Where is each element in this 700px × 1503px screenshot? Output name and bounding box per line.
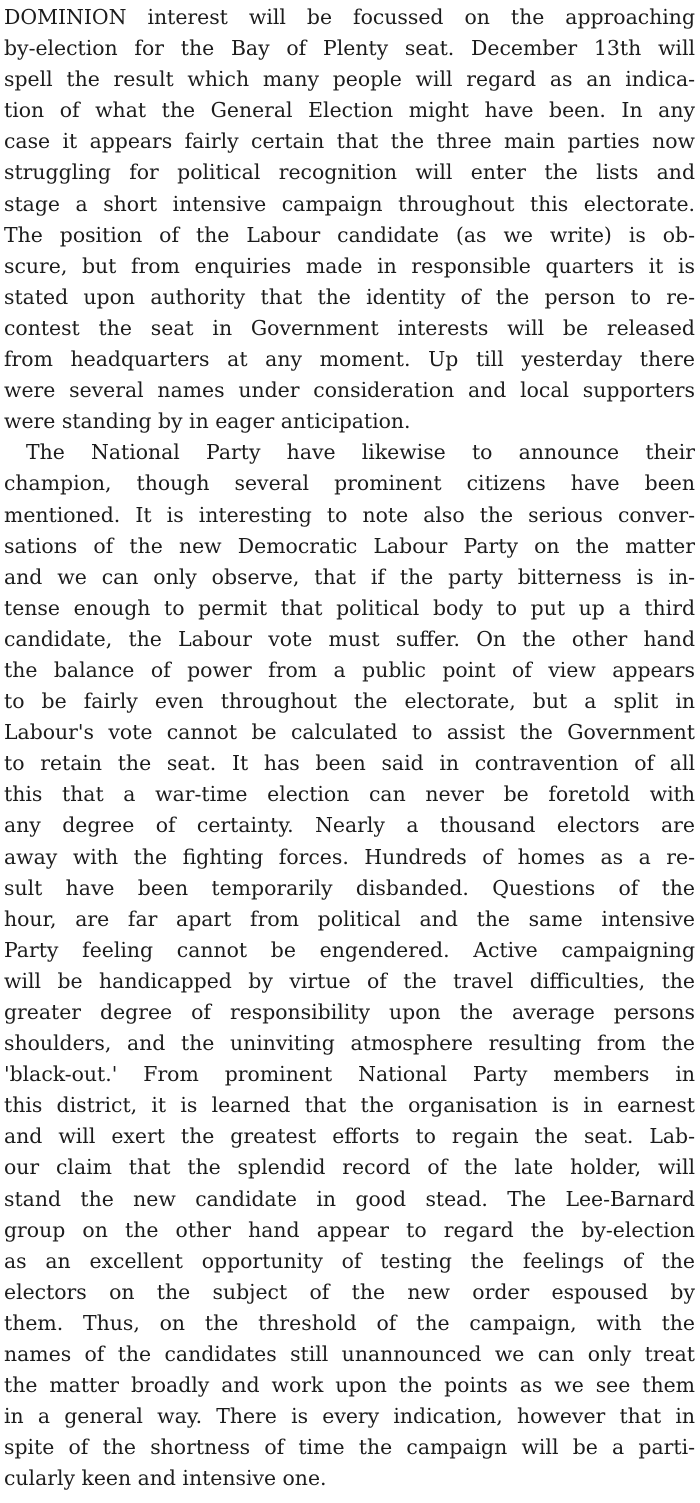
text-line: stage a short intensive campaign throughout this electorate. xyxy=(4,191,695,216)
text-line: our claim that the splendid record of the late holder, will xyxy=(4,1155,695,1180)
text-line: shoulders, and the uninviting atmosphere resulting from the xyxy=(4,1031,695,1056)
text-line: tion of what the General Election might have been. In any xyxy=(4,98,695,123)
article-column xyxy=(4,2,695,1495)
text-line: the matter broadly and work upon the points as we see them xyxy=(4,1373,695,1398)
text-line: stated upon authority that the identity of the person to re- xyxy=(4,284,695,309)
text-line: electors on the subject of the new order espoused by xyxy=(4,1279,695,1304)
text-line: contest the seat in Government interests will be released xyxy=(4,315,695,340)
text-line: sult have been temporarily disbanded. Questions of the xyxy=(4,875,695,900)
text-line: 'black-out.' From prominent National Party members in xyxy=(4,1062,695,1087)
text-line: the balance of power from a public point of view appears xyxy=(4,657,695,682)
text-line: The position of the Labour candidate (as we write) is ob- xyxy=(4,222,695,247)
text-line: mentioned. It is interesting to note also the serious conver- xyxy=(4,502,695,527)
text-line: were several names under consideration and local supporters xyxy=(4,378,695,403)
text-line: champion, though several prominent citizens have been xyxy=(4,471,695,496)
text-line: from headquarters at any moment. Up till yesterday there xyxy=(4,347,695,372)
text-line: stand the new candidate in good stead. The Lee-Barnard xyxy=(4,1186,695,1211)
text-line: cularly keen and intensive one. xyxy=(4,1466,327,1491)
text-line: struggling for political recognition will enter the lists and xyxy=(4,160,695,185)
text-line: will be handicapped by virtue of the travel difficulties, the xyxy=(4,968,695,993)
text-line: by-election for the Bay of Plenty seat. December 13th will xyxy=(4,36,695,61)
text-line: candidate, the Labour vote must suffer. On the other hand xyxy=(4,626,695,651)
text-line: spite of the shortness of time the campaign will be a parti- xyxy=(4,1435,695,1460)
text-line: tense enough to permit that political body to put up a third xyxy=(4,595,695,620)
text-line: and will exert the greatest efforts to regain the seat. Lab- xyxy=(4,1124,695,1149)
text-line: spell the result which many people will regard as an indica- xyxy=(4,67,695,92)
text-line: them. Thus, on the threshold of the campaign, with the xyxy=(4,1310,695,1335)
text-line: this district, it is learned that the organisation is in earnest xyxy=(4,1093,695,1118)
text-line: scure, but from enquiries made in responsible quarters it is xyxy=(4,253,695,278)
text-line: away with the fighting forces. Hundreds of homes as a re- xyxy=(4,844,695,869)
text-line: case it appears fairly certain that the three main parties now xyxy=(4,129,695,154)
text-line: names of the candidates still unannounced we can only treat xyxy=(4,1342,695,1367)
text-line: to retain the seat. It has been said in contravention of all xyxy=(4,751,695,776)
text-line: hour, are far apart from political and the same intensive xyxy=(4,906,695,931)
text-line: and we can only observe, that if the party bitterness is in- xyxy=(4,564,695,589)
text-line: any degree of certainty. Nearly a thousand electors are xyxy=(4,813,695,838)
text-line: as an excellent opportunity of testing the feelings of the xyxy=(4,1248,695,1273)
paragraph-1 xyxy=(4,2,695,437)
text-line: to be fairly even throughout the electorate, but a split in xyxy=(4,689,695,714)
text-line: DOMINION interest will be focussed on the approaching xyxy=(4,5,695,29)
text-line: sations of the new Democratic Labour Party on the matter xyxy=(4,533,695,558)
text-line: were standing by in eager anticipation. xyxy=(4,409,411,434)
text-line: Labour's vote cannot be calculated to assist the Government xyxy=(4,720,695,745)
text-line: group on the other hand appear to regard the by-election xyxy=(4,1217,695,1242)
text-line: greater degree of responsibility upon the average persons xyxy=(4,1000,695,1024)
text-line: The National Party have likewise to announce their xyxy=(26,440,695,465)
text-line: in a general way. There is every indication, however that in xyxy=(4,1404,695,1429)
paragraph-2 xyxy=(4,437,695,1494)
text-line: Party feeling cannot be engendered. Active campaigning xyxy=(4,937,695,962)
text-line: this that a war-time election can never be foretold with xyxy=(4,782,695,807)
